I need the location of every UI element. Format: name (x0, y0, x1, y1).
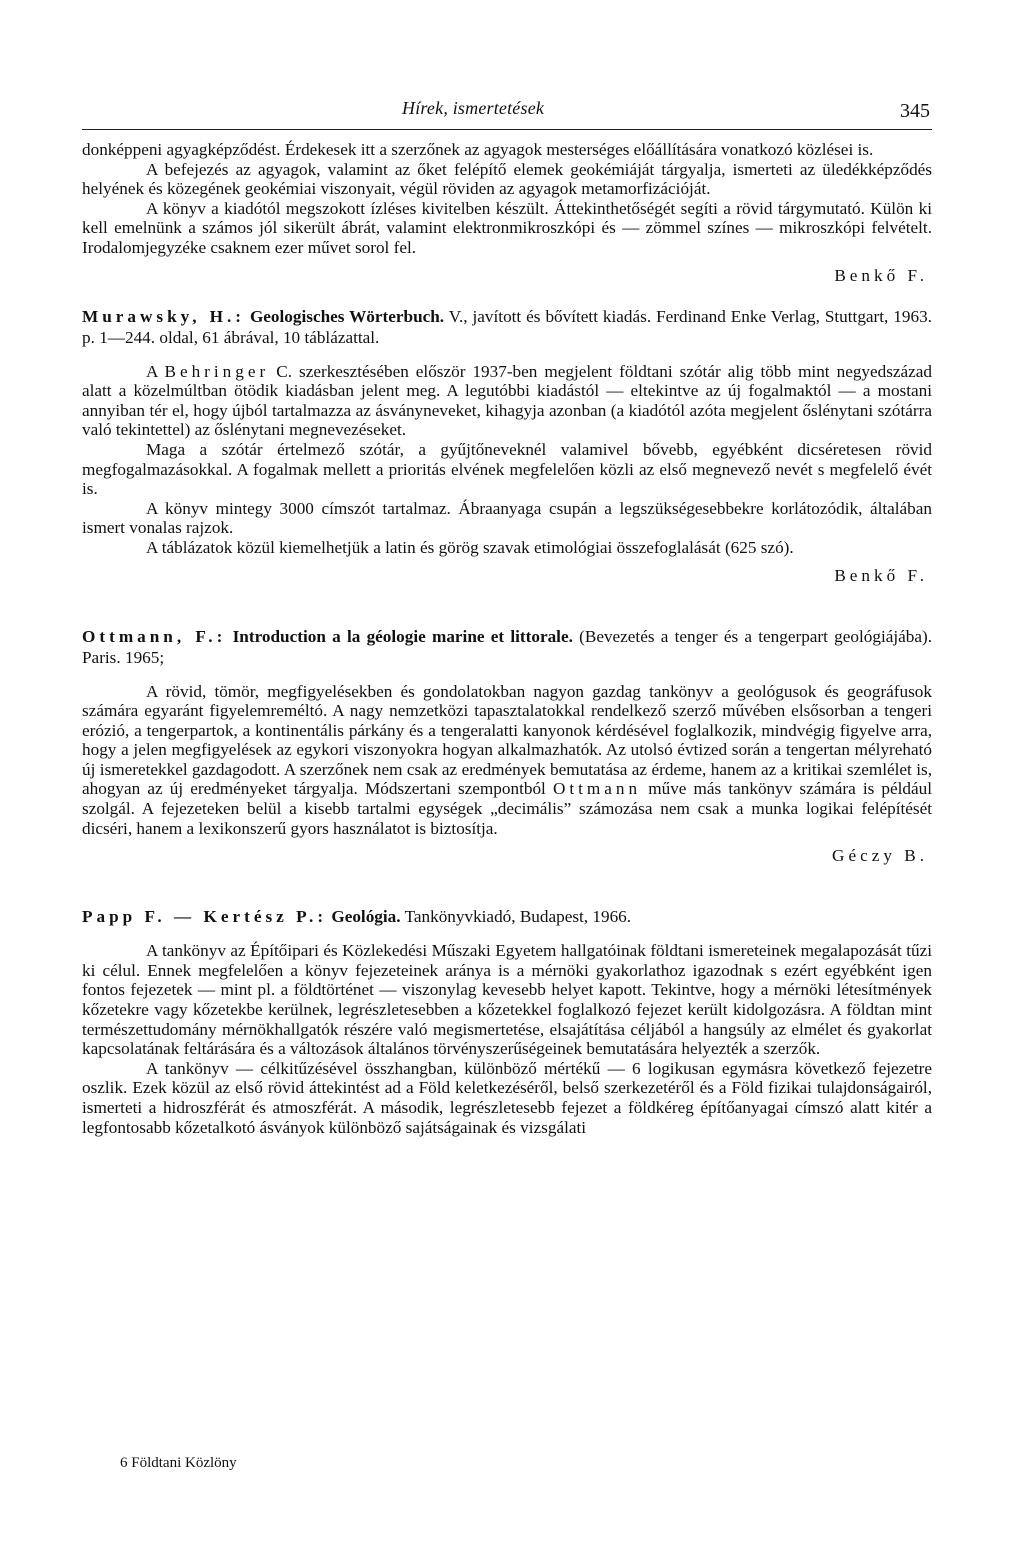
paragraph: A táblázatok közül kiemelhetjük a latin és görög szavak etimológiai összefoglalását (625 szó). (146, 537, 794, 557)
review-benko-continuation (82, 140, 932, 288)
book-citation (82, 906, 932, 927)
running-head (82, 92, 932, 136)
book-author: Murawsky, H.: (82, 306, 245, 326)
paragraph: A könyv a kiadótól megszokott ízléses kivitelben készült. Áttekinthetőségét segíti a rövid tárgymutató. Külön ki kell emelnünk a számos jól sikerült ábrát, valamint elektronmikroszkópi és — zömmel színes — mikroszkópi felvételt. Irodalomjegyzéke csaknem ezer művet sorol fel. (82, 198, 932, 257)
book-details: (Bevezetés a tenger és a tengerpart geológiájába). Paris. 1965; (82, 626, 933, 667)
paragraph: A rövid, tömör, megfigyelésekben és gondolatokban nagyon gazdag tankönyv a geológusok és geográfusok számára egyaránt figyelemreméltó. A nagy nemzetközi tapasztalatokkal rendelkező szerző művében elsősorban a tengeri erózió, a tengerpartok, a kontinentális párkány és a tengeralatti kanyonok kérdésével foglalkozik, mindvégig figyelve arra, hogy a jelen megfigyelések az egykori viszonyokra hogyan alkalmazhatók. Az utolsó évtized során a tengertan mélyreható új ismeretekkel gazdagodott. A szerzőnek nem csak az eredmények bemutatása az érdeme, hanem az a kritikai szemlélet is, ahogyan az új eredményeket tárgyalja. Módszertani szempontból Ottmann műve más tankönyv számára is például szolgál. A fejezeteken belül a kisebb tartalmi egységek „decimális” számozása nem csak a munka logikai felépítését dicséri, hanem a lexikonszerű gyors használatot is biztosítja. (82, 681, 933, 838)
paragraph: A befejezés az agyagok, valamint az őket felépítő elemek geokémiáját tárgyalja, ismerteti az üledékképződés helyének és közegének geokémiai viszonyait, végül röviden az agyagok metamorfizációját. (82, 159, 932, 199)
paragraph: Maga a szótár értelmező szótár, a gyűjtőneveknél valamivel bővebb, egyébként dicséretesen rövid megfogalmazásokkal. A fogalmak mellett a prioritás elvének megfelelően közli az első megnevező nevét s megfelelő évét is. (82, 439, 932, 499)
paragraph: A tankönyv — célkitűzésével összhangban, különböző mértékű — 6 logikusan egymásra következő fejezetre oszlik. Ezek közül az első rövid áttekintést ad a Föld keletkezéséről, belső szerkezetéről és a Föld fizikai tulajdonságairól, ismerteti a hidroszférát és atmoszférát. A második, legrészletesebb fejezet a földkéreg építőanyagai címszó alatt kitér a legfontosabb kőzetalkotó ásványok különböző sajátságainak és vizsgálati (82, 1058, 932, 1137)
paragraph: donképpeni agyagképződést. Érdekesek itt a szerzőnek az agyagok mesterséges előállítására vonatkozó közlései is. (82, 140, 874, 159)
review-murawsky (82, 306, 932, 588)
header-rule (82, 129, 932, 130)
page (82, 92, 932, 1137)
reviewer-signature: Géczy B. (832, 846, 928, 866)
paragraph: A tankönyv az Építőipari és Közlekedési Műszaki Egyetem hallgatóinak földtani ismereteinek megalapozását tűzi ki célul. Ennek megfelelően a könyv fejezeteinek aránya is a mérnöki gyakorlathoz igazodnak s ezért egyébként igen fontos fejezetek — mint pl. a földtörténet — viszonylag kevesebb helyet kapott. Tekintve, hogy a mérnöki létesítmények kőzetekre vagy kőzetekbe kerülnek, legrészletesebben a kőzetekkel foglalkozó fejezet került kidolgozásra. A földtan mint természettudomány mérnökhallgatók részére való megismertetése, elsajátítása céljából a hangsúly az elmélet és gyakorlat kapcsolatának feltárására és a változások általános törvényszerűségeinek bemutatására helyezték a szerzők. (82, 941, 932, 1059)
book-title: Introduction a la géologie marine et littorale. (232, 626, 573, 646)
book-title: Geológia. (331, 907, 401, 927)
person-name: Behringer (164, 361, 270, 381)
paragraph: A könyv mintegy 3000 címszót tartalmaz. Ábraanyaga csupán a legszükségesebbekre korlátozódik, általában ismert vonalas rajzok. (82, 498, 932, 538)
signature-mark: 6 Földtani Közlöny (120, 1455, 237, 1471)
reviewer-signature: Benkő F. (834, 265, 928, 285)
book-title: Geologisches Wörterbuch. (249, 306, 445, 326)
reviewer-signature: Benkő F. (834, 565, 928, 585)
book-details: Tankönyvkiadó, Budapest, 1966. (404, 907, 632, 927)
paragraph: A Behringer C. szerkesztésében először 1937-ben megjelent földtani szótár alig több mint negyedszázad alatt a közelmúltban ötödik kiadásban jelent meg. A legutóbbi kiadástól — eltekintve az új fogalmaktól — a mostani annyiban tér el, hogy újból tartalmazza az ásványneveket, kihagyja azonban (a kiadótól azóta megjelent őslénytani szótárra való tekintettel) az őslénytani megnevezéseket. (82, 361, 933, 440)
book-author: Ottmann, F.: (82, 626, 227, 646)
book-details: V., javított és bővített kiadás. Ferdinand Enke Verlag, Stuttgart, 1963. p. 1—244. oldal, 61 ábrával, 10 táblázattal. (82, 306, 932, 347)
review-papp-kertesz (82, 906, 932, 1137)
running-title: Hírek, ismertetések (402, 98, 545, 118)
book-author: Papp F. — Kertész P.: (82, 907, 328, 927)
page-number: 345 (900, 100, 930, 122)
review-ottmann (82, 626, 932, 869)
person-name: Ottmann (552, 779, 642, 799)
book-citation (82, 306, 932, 348)
book-citation (82, 626, 932, 668)
